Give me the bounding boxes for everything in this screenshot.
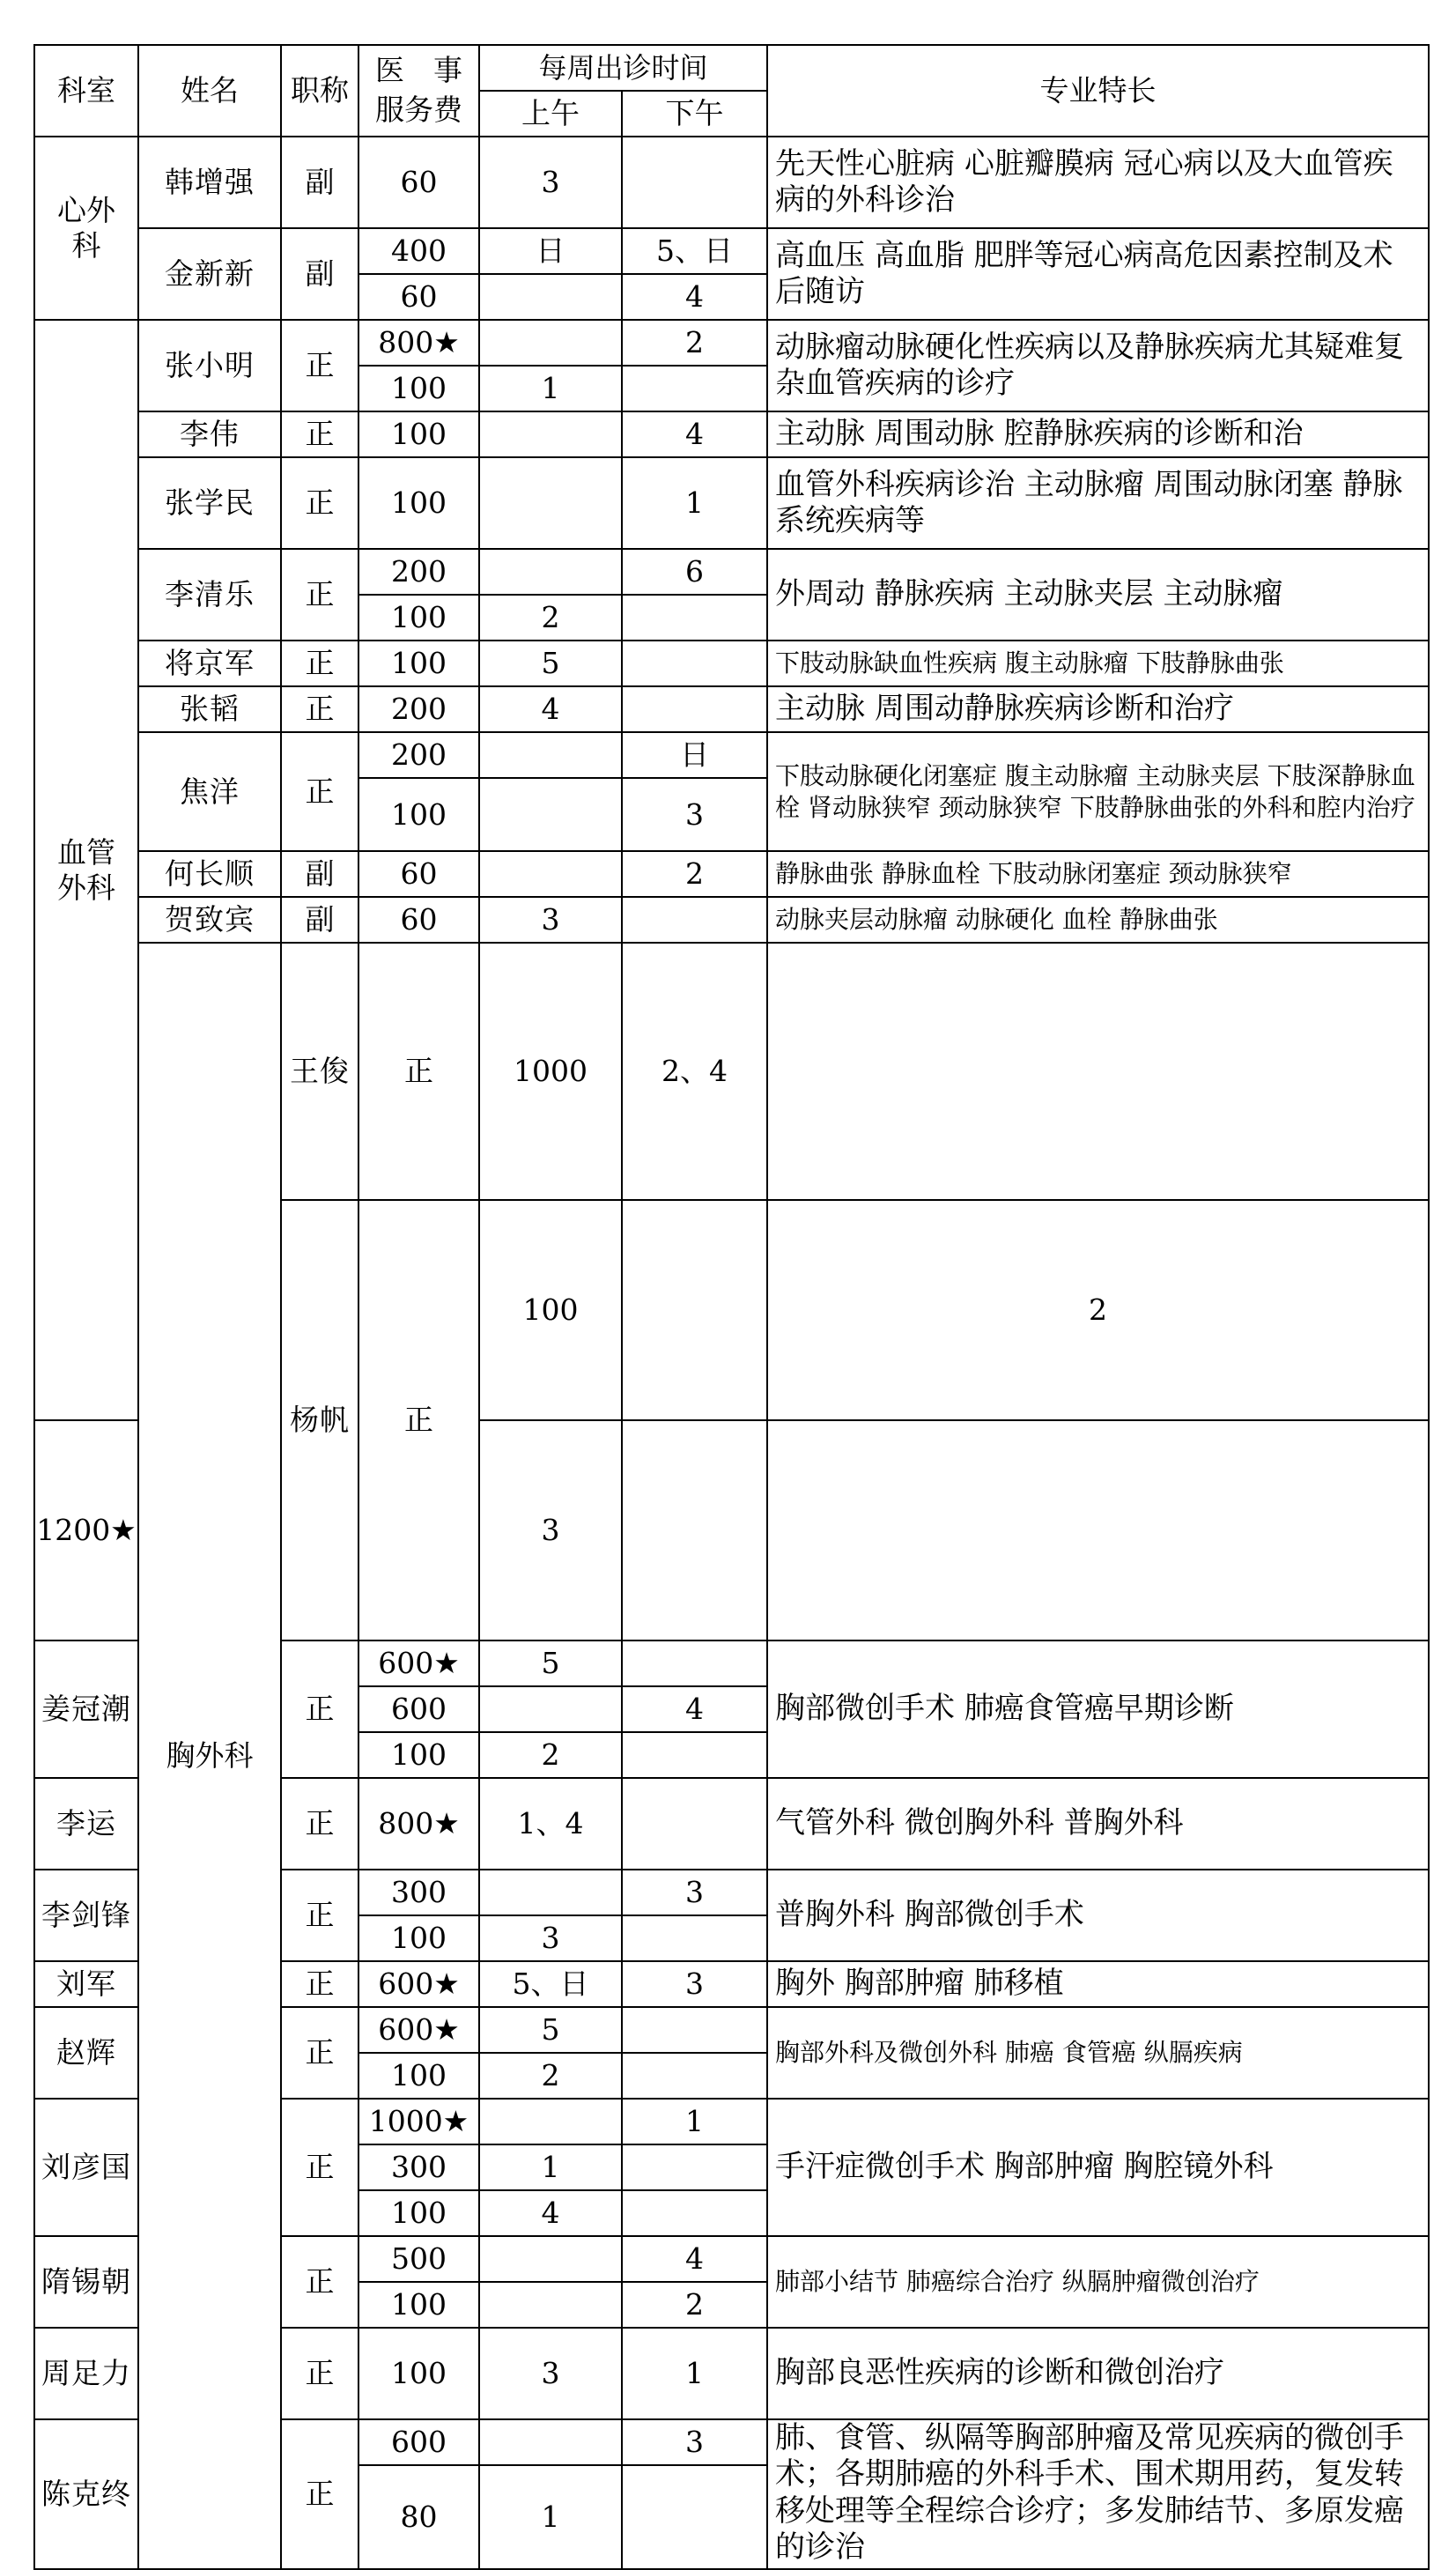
header-fee <box>358 45 479 137</box>
fee-cell: 100 <box>358 366 479 411</box>
header-row <box>34 45 1429 91</box>
fee-cell: 100 <box>358 2282 479 2328</box>
doctor-name: 陈克终 <box>34 2419 138 2569</box>
specialty-cell: 先天性心脏病 心脏瓣膜病 冠心病以及大血管疾病的外科诊治 <box>767 137 1429 228</box>
doctor-title: 正 <box>281 1870 358 1961</box>
am-cell <box>479 457 622 549</box>
table-row <box>34 137 1429 228</box>
doctor-name: 刘军 <box>34 1961 138 2007</box>
fee-cell: 100 <box>358 2053 479 2099</box>
fee-cell: 100 <box>358 778 479 851</box>
pm-cell: 2 <box>622 851 767 897</box>
am-cell <box>479 851 622 897</box>
pm-cell <box>622 366 767 411</box>
pm-cell <box>622 137 767 228</box>
pm-cell: 4 <box>622 411 767 457</box>
doctor-name: 李剑锋 <box>34 1870 138 1961</box>
specialty-cell: 动脉瘤动脉硬化性疾病以及静脉疾病尤其疑难复杂血管疾病的诊疗 <box>767 320 1429 411</box>
fee-cell: 100 <box>479 1200 622 1420</box>
doctor-name: 将京军 <box>138 641 281 686</box>
fee-cell: 300 <box>358 1870 479 1915</box>
table-row <box>34 457 1429 549</box>
fee-cell: 400 <box>358 228 479 274</box>
pm-cell <box>622 2053 767 2099</box>
specialty-cell: 下肢动脉硬化闭塞症 腹主动脉瘤 主动脉夹层 下肢深静脉血栓 肾动脉狭窄 颈动脉狭窄 下肢静脉曲张的外科和腔内治疗 <box>767 732 1429 851</box>
pm-cell: 1 <box>622 2328 767 2419</box>
doctor-title: 正 <box>281 2328 358 2419</box>
pm-cell: 1 <box>622 457 767 549</box>
doctor-name: 王俊 <box>281 943 358 1200</box>
header-dept: 科室 <box>34 45 138 137</box>
doctor-title: 副 <box>281 137 358 228</box>
doctor-name: 张学民 <box>138 457 281 549</box>
doctor-title: 正 <box>358 1200 479 1641</box>
specialty-cell: 肺部小结节 肺癌综合治疗 纵膈肿瘤微创治疗 <box>767 2236 1429 2328</box>
pm-cell: 3 <box>622 2419 767 2465</box>
pm-cell: 3 <box>622 1961 767 2007</box>
table-row <box>34 320 1429 366</box>
am-cell <box>479 320 622 366</box>
fee-cell: 100 <box>358 2328 479 2419</box>
dept-cell: 血管外科 <box>34 320 138 1420</box>
specialty-cell: 胸外 胸部肿瘤 肺移植 <box>767 1961 1429 2007</box>
doctor-name: 姜冠潮 <box>34 1641 138 1778</box>
doctor-name: 张韬 <box>138 686 281 732</box>
fee-cell: 100 <box>358 411 479 457</box>
am-cell: 1 <box>479 2144 622 2190</box>
pm-cell <box>622 1778 767 1870</box>
fee-cell: 80 <box>358 2465 479 2569</box>
doctor-name: 李运 <box>34 1778 138 1870</box>
am-cell: 3 <box>479 2328 622 2419</box>
fee-cell: 500 <box>358 2236 479 2282</box>
fee-cell: 60 <box>358 851 479 897</box>
specialty-cell: 气管外科 微创胸外科 普胸外科 <box>767 1778 1429 1870</box>
specialty-cell: 高血压 高血脂 肥胖等冠心病高危因素控制及术后随访 <box>767 228 1429 320</box>
table-row <box>34 686 1429 732</box>
am-cell: 1 <box>479 2465 622 2569</box>
pm-cell: 日 <box>622 732 767 778</box>
doctor-title: 副 <box>281 851 358 897</box>
specialty-cell: 下肢动脉缺血性疾病 腹主动脉瘤 下肢静脉曲张 <box>767 641 1429 686</box>
am-cell: 1、4 <box>479 1778 622 1870</box>
am-cell <box>479 2419 622 2465</box>
doctor-name: 周足力 <box>34 2328 138 2419</box>
pm-cell <box>622 1420 767 1641</box>
doctor-title: 正 <box>281 732 358 851</box>
header-pm: 下午 <box>622 91 767 137</box>
doctor-title: 正 <box>281 686 358 732</box>
am-cell: 3 <box>479 1420 622 1641</box>
fee-cell: 200 <box>358 732 479 778</box>
pm-cell <box>622 1732 767 1778</box>
dept-cell: 胸外科 <box>138 943 281 2569</box>
pm-cell: 5、日 <box>622 228 767 274</box>
fee-cell: 1200★ <box>34 1420 138 1641</box>
table-row <box>34 732 1429 778</box>
fee-cell: 100 <box>358 1732 479 1778</box>
doctor-title: 副 <box>281 897 358 943</box>
doctor-title: 正 <box>358 943 479 1200</box>
doctor-title: 正 <box>281 2007 358 2099</box>
doctor-name: 何长顺 <box>138 851 281 897</box>
doctor-title: 正 <box>281 2099 358 2236</box>
am-cell: 1 <box>479 366 622 411</box>
pm-cell: 2 <box>767 1200 1429 1420</box>
am-cell <box>479 411 622 457</box>
fee-cell: 100 <box>358 1915 479 1961</box>
doctor-name: 杨帆 <box>281 1200 358 1641</box>
fee-cell: 300 <box>358 2144 479 2190</box>
fee-cell: 100 <box>358 457 479 549</box>
header-name: 姓名 <box>138 45 281 137</box>
fee-cell: 600★ <box>358 1961 479 2007</box>
doctor-title: 正 <box>281 411 358 457</box>
header-specialty: 专业特长 <box>767 45 1429 137</box>
am-cell: 5 <box>479 1641 622 1686</box>
doctor-name: 李伟 <box>138 411 281 457</box>
pm-cell: 3 <box>622 1870 767 1915</box>
fee-cell: 200 <box>358 549 479 595</box>
doctor-title: 正 <box>281 1778 358 1870</box>
doctor-title: 副 <box>281 228 358 320</box>
pm-cell <box>622 1641 767 1686</box>
fee-cell: 200 <box>358 686 479 732</box>
am-cell: 3 <box>479 137 622 228</box>
am-cell: 2、4 <box>622 943 767 1200</box>
table-row <box>34 549 1429 595</box>
doctor-title: 正 <box>281 2419 358 2569</box>
doctor-name: 李清乐 <box>138 549 281 641</box>
specialty-cell: 胸部微创手术 肺癌食管癌早期诊断 <box>767 1641 1429 1778</box>
header-weekly-hours: 每周出诊时间 <box>479 45 767 91</box>
fee-cell: 60 <box>358 897 479 943</box>
am-cell <box>479 549 622 595</box>
fee-cell: 600★ <box>358 2007 479 2053</box>
specialty-cell: 肺、食管、纵隔等胸部肿瘤及常见疾病的微创手术；各期肺癌的外科手术、围术期用药，复发转移处理等全程综合诊疗；多发肺结节、多原发癌的诊治 <box>767 2419 1429 2569</box>
pm-cell: 3 <box>622 778 767 851</box>
am-cell: 5、日 <box>479 1961 622 2007</box>
doctor-title: 正 <box>281 1961 358 2007</box>
fee-cell: 600★ <box>358 1641 479 1686</box>
doctor-name: 贺致宾 <box>138 897 281 943</box>
pm-cell: 4 <box>622 1686 767 1732</box>
specialty-cell: 主动脉 周围动静脉疾病诊断和治疗 <box>767 686 1429 732</box>
fee-cell: 100 <box>358 595 479 641</box>
pm-cell <box>622 2144 767 2190</box>
doctor-name: 赵辉 <box>34 2007 138 2099</box>
am-cell: 3 <box>479 897 622 943</box>
fee-cell: 100 <box>358 641 479 686</box>
am-cell <box>479 778 622 851</box>
specialty-cell: 静脉曲张 静脉血栓 下肢动脉闭塞症 颈动脉狭窄 <box>767 851 1429 897</box>
specialty-cell: 动脉夹层动脉瘤 动脉硬化 血栓 静脉曲张 <box>767 897 1429 943</box>
am-cell: 4 <box>479 686 622 732</box>
pm-cell <box>622 686 767 732</box>
pm-cell: 2 <box>622 2282 767 2328</box>
table-row <box>34 228 1429 274</box>
pm-cell <box>622 595 767 641</box>
am-cell: 2 <box>479 2053 622 2099</box>
doctor-title: 正 <box>281 320 358 411</box>
specialty-cell: 外周动 静脉疾病 主动脉夹层 主动脉瘤 <box>767 549 1429 641</box>
pm-cell <box>767 943 1429 1200</box>
pm-cell <box>622 2007 767 2053</box>
doctor-title: 正 <box>281 457 358 549</box>
pm-cell <box>622 2465 767 2569</box>
doctor-title: 正 <box>281 641 358 686</box>
doctor-name: 刘彦国 <box>34 2099 138 2236</box>
am-cell: 2 <box>479 595 622 641</box>
am-cell: 3 <box>479 1915 622 1961</box>
am-cell: 5 <box>479 641 622 686</box>
am-cell: 5 <box>479 2007 622 2053</box>
am-cell <box>479 2236 622 2282</box>
header-fee-line1: 医 事 <box>375 53 462 88</box>
am-cell: 2 <box>479 1732 622 1778</box>
doctor-name: 焦洋 <box>138 732 281 851</box>
specialty-cell: 普胸外科 胸部微创手术 <box>767 1870 1429 1961</box>
pm-cell: 6 <box>622 549 767 595</box>
header-fee-line2: 服务费 <box>375 93 462 127</box>
specialty-cell: 手汗症微创手术 胸部肿瘤 胸腔镜外科 <box>767 2099 1429 2236</box>
doctor-name: 张小明 <box>138 320 281 411</box>
fee-cell: 60 <box>358 137 479 228</box>
fee-cell: 600 <box>358 1686 479 1732</box>
dept-cell: 心外科 <box>34 137 138 320</box>
table-row <box>34 897 1429 943</box>
pm-cell: 1 <box>622 2099 767 2144</box>
am-cell: 日 <box>479 228 622 274</box>
table-row <box>34 851 1429 897</box>
am-cell: 4 <box>479 2190 622 2236</box>
am-cell <box>479 274 622 320</box>
doctor-title: 正 <box>281 2236 358 2328</box>
am-cell <box>479 732 622 778</box>
fee-cell: 800★ <box>358 1778 479 1870</box>
doctor-name: 隋锡朝 <box>34 2236 138 2328</box>
fee-cell: 800★ <box>358 320 479 366</box>
table-row <box>34 411 1429 457</box>
specialty-cell: 血管外科疾病诊治 主动脉瘤 周围动脉闭塞 静脉系统疾病等 <box>767 457 1429 549</box>
header-am: 上午 <box>479 91 622 137</box>
fee-cell: 1000 <box>479 943 622 1200</box>
specialty-cell: 主动脉 周围动脉 腔静脉疾病的诊断和治 <box>767 411 1429 457</box>
table-row <box>34 641 1429 686</box>
am-cell <box>479 1870 622 1915</box>
header-title: 职称 <box>281 45 358 137</box>
pm-cell <box>622 897 767 943</box>
doctor-name: 韩增强 <box>138 137 281 228</box>
fee-cell: 600 <box>358 2419 479 2465</box>
pm-cell: 2 <box>622 320 767 366</box>
pm-cell <box>622 641 767 686</box>
specialty-cell: 胸部外科及微创外科 肺癌 食管癌 纵膈疾病 <box>767 2007 1429 2099</box>
pm-cell <box>622 1915 767 1961</box>
clinic-schedule-table <box>33 44 1430 2570</box>
am-cell <box>622 1200 767 1420</box>
pm-cell: 4 <box>622 2236 767 2282</box>
doctor-name: 金新新 <box>138 228 281 320</box>
specialty-cell: 胸部良恶性疾病的诊断和微创治疗 <box>767 2328 1429 2419</box>
am-cell <box>479 2282 622 2328</box>
pm-cell: 4 <box>622 274 767 320</box>
fee-cell: 1000★ <box>358 2099 479 2144</box>
table-row <box>34 943 1429 1200</box>
doctor-title: 正 <box>281 1641 358 1778</box>
fee-cell: 60 <box>358 274 479 320</box>
fee-cell: 100 <box>358 2190 479 2236</box>
am-cell <box>479 1686 622 1732</box>
doctor-title: 正 <box>281 549 358 641</box>
pm-cell <box>622 2190 767 2236</box>
am-cell <box>479 2099 622 2144</box>
